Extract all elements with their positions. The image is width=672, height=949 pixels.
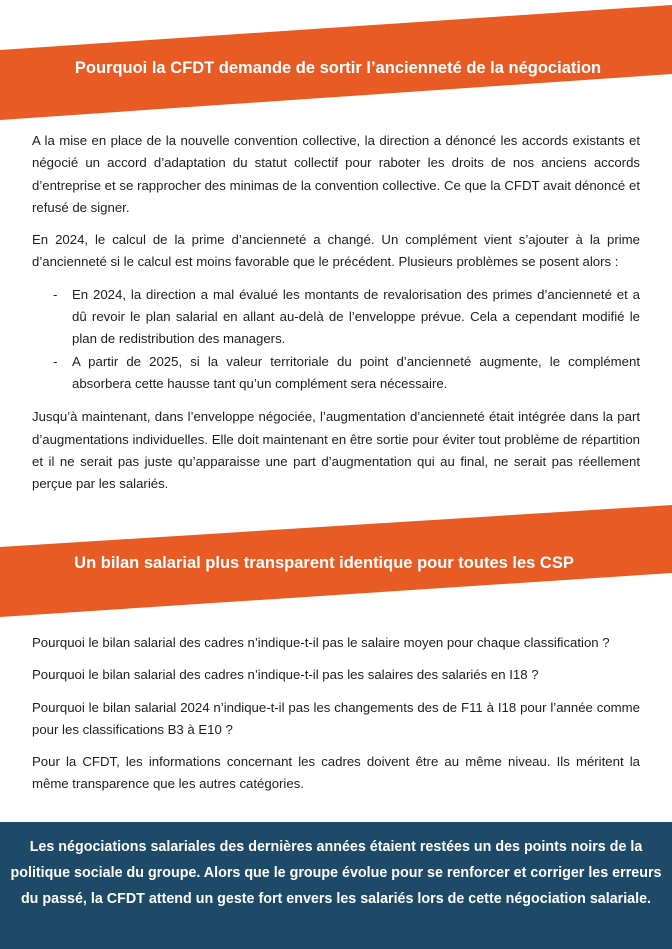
section-2-banner	[0, 505, 672, 620]
list-item-text: A partir de 2025, si la valeur territoriale du point d’ancienneté augmente, le complément absorbera cette hausse tant qu’un complément sera nécessaire.	[72, 353, 640, 391]
section-2-body	[32, 632, 640, 806]
list-item	[32, 351, 640, 396]
section-1-title: Pourquoi la CFDT demande de sortir l’ancienneté de la négociation	[74, 59, 602, 77]
paragraph: Pour la CFDT, les informations concernant les cadres doivent être au même niveau. Ils méritent la même transparence que les autres catégories.	[32, 754, 640, 792]
paragraph: Jusqu’à maintenant, dans l’enveloppe négociée, l’augmentation d’ancienneté était intégrée dans la part d’augmentations individuelles. Elle doit maintenant en être sortie pour éviter tout problème de répartition et il ne serait pas juste qu’apparaisse une part d’augmentation qui au final, ne serait pas réellement perçue par les salariés.	[32, 409, 640, 492]
section-2-title: Un bilan salarial plus transparent identique pour toutes les CSP	[74, 554, 574, 572]
conclusion-box	[0, 822, 672, 949]
question: Pourquoi le bilan salarial des cadres n’indique-t-il pas les salaires des salariés en I18 ?	[32, 667, 539, 683]
problem-list	[32, 284, 640, 395]
dash-bullet: -	[53, 353, 58, 369]
conclusion-text: Les négociations salariales des dernières années étaient restées un des points noirs de la politique sociale du groupe. Alors que le groupe évolue pour se renforcer et corriger les erreurs du passé, la CFDT attend un geste fort envers les salariés lors de cette négociation salariale.	[10, 839, 662, 907]
section-1-body	[32, 130, 640, 505]
question: Pourquoi le bilan salarial des cadres n’indique-t-il pas le salaire moyen pour chaque classification ?	[32, 635, 610, 650]
section-1-banner	[0, 0, 672, 125]
list-item	[32, 284, 640, 351]
paragraph: En 2024, le calcul de la prime d’ancienneté a changé. Un complément vient s’ajouter à la prime d’ancienneté si le calcul est moins favorable que le précédent. Plusieurs problèmes se posent alors :	[32, 232, 640, 270]
question: Pourquoi le bilan salarial 2024 n’indique-t-il pas les changements des de F11 à I18 pour l’année comme pour les classifications B3 à E10 ?	[32, 699, 640, 737]
dash-bullet: -	[53, 286, 58, 302]
paragraph: A la mise en place de la nouvelle convention collective, la direction a dénoncé les accords existants et négocié un accord d’adaptation du statut collectif pour raboter les droits de nos anciens accords d’entreprise et se rapprocher des minimas de la convention collective. Ce que la CFDT avait dénoncé et refusé de signer.	[32, 133, 640, 215]
list-item-text: En 2024, la direction a mal évalué les montants de revalorisation des primes d’ancienneté et a dû revoir le plan salarial en allant au-delà de l’enveloppe prévue. Cela a cependant modifié le plan de redistribution des managers.	[72, 286, 640, 347]
